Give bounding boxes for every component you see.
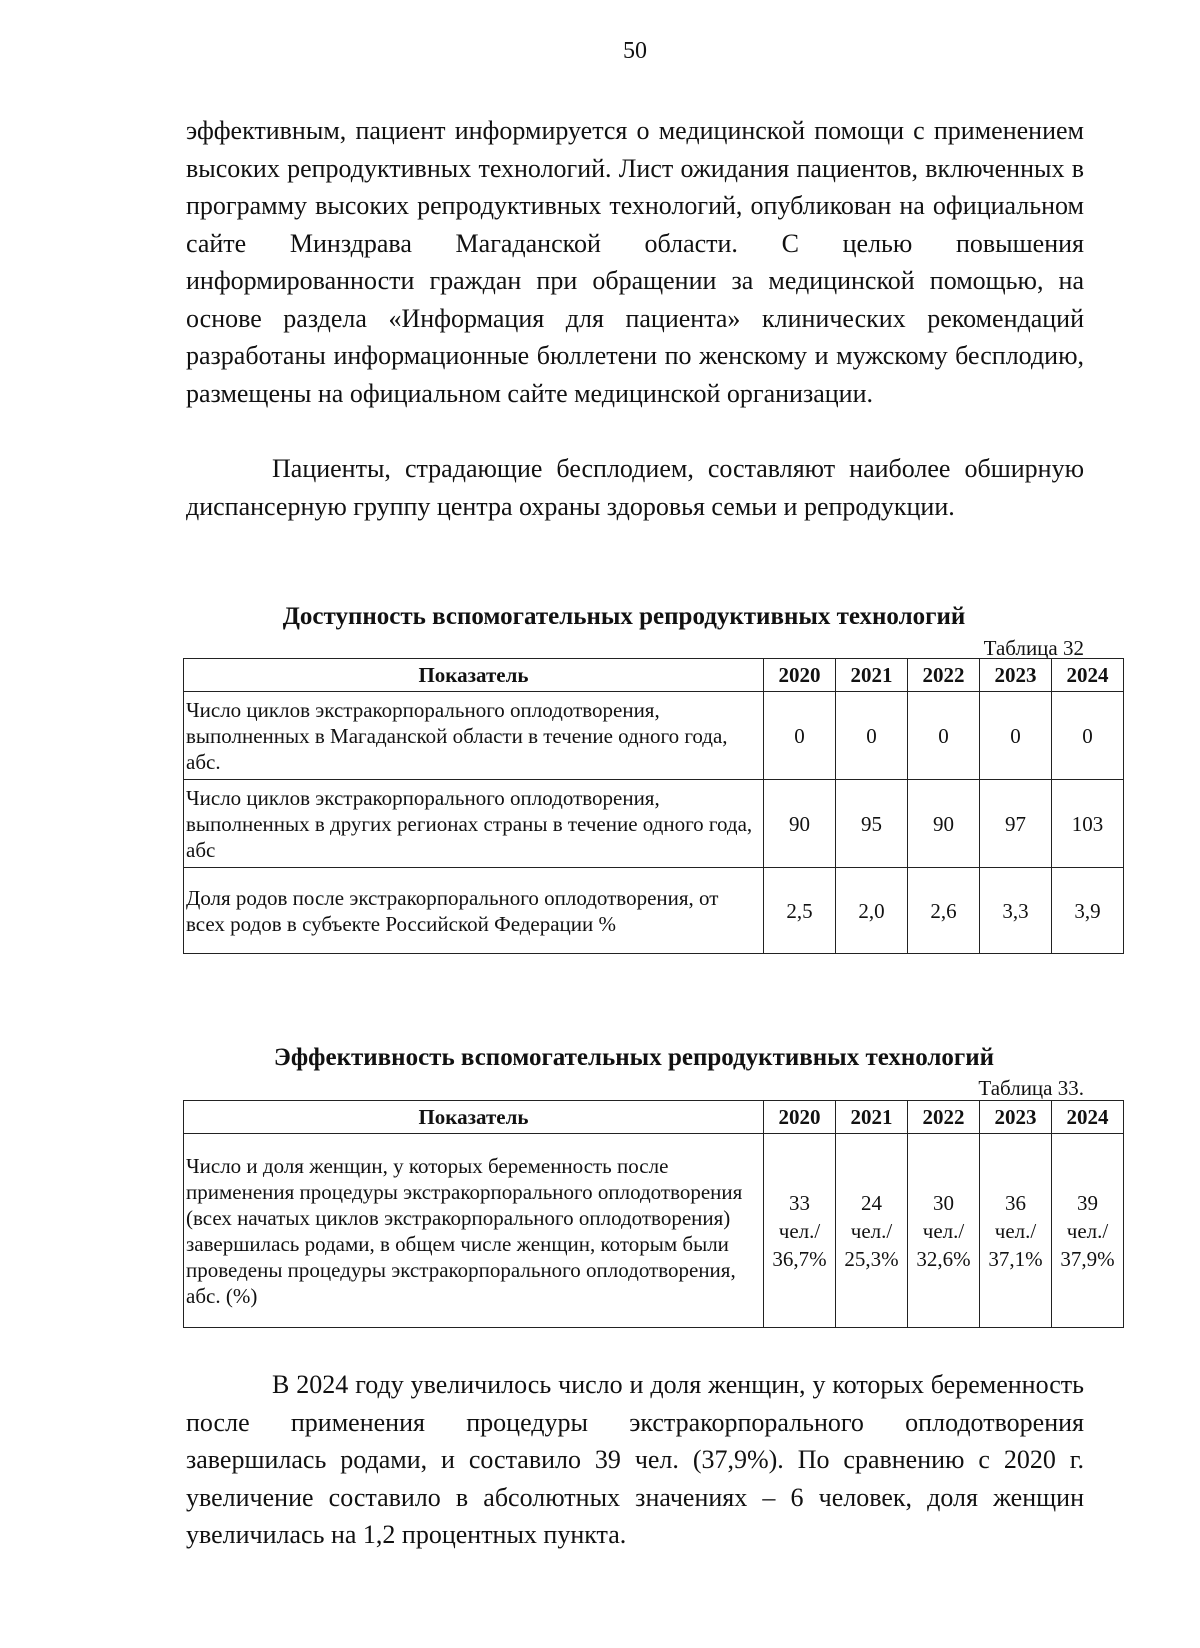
table33-count: 30 — [933, 1190, 954, 1215]
table33-label: Таблица 33. — [978, 1076, 1084, 1100]
table32-header-year: 2023 — [980, 659, 1052, 692]
table32-value: 0 — [908, 692, 980, 780]
table33-header-year: 2020 — [764, 1101, 836, 1134]
table32-value: 3,3 — [980, 868, 1052, 954]
paragraph-patients: Пациенты, страдающие бесплодием, составляют наиболее обширную диспансерную группу центра охраны здоровья семьи и репродукции. — [186, 454, 1084, 521]
table-row — [184, 692, 1124, 780]
table33-value — [908, 1134, 980, 1328]
page-number: 50 — [623, 38, 647, 64]
table32-value: 0 — [764, 692, 836, 780]
table32-header-year: 2020 — [764, 659, 836, 692]
table32-value: 97 — [980, 780, 1052, 868]
table33-unit: чел./ — [850, 1218, 893, 1243]
table33-unit: чел./ — [1066, 1218, 1109, 1243]
table32-value: 2,5 — [764, 868, 836, 954]
table32-value: 95 — [836, 780, 908, 868]
table33-unit: чел./ — [922, 1218, 965, 1243]
table32-value: 0 — [836, 692, 908, 780]
table33-title: Эффективность вспомогательных репродуктивных технологий — [273, 1044, 995, 1071]
table33-header-year: 2022 — [908, 1101, 980, 1134]
table33-count: 39 — [1077, 1190, 1098, 1215]
table-row — [184, 868, 1124, 954]
table32-value: 2,6 — [908, 868, 980, 954]
table32-header-row — [184, 659, 1124, 692]
table33-percent: 25,3% — [844, 1246, 899, 1271]
table33-indicator: Число и доля женщин, у которых беременность после применения процедуры экстракорпорального оплодотворения (всех начатых циклов экстракорпорального оплодотворения) завершилась родами, в общем числе женщин, которым были проведены процедуры экстракорпорального оплодотворения, абс. (%) — [184, 1134, 764, 1328]
table33-percent: 32,6% — [916, 1246, 971, 1271]
table33-percent: 36,7% — [772, 1246, 827, 1271]
table32-value: 0 — [1052, 692, 1124, 780]
table33-unit: чел./ — [994, 1218, 1037, 1243]
table33-header-indicator: Показатель — [184, 1101, 764, 1134]
table33-header-row — [184, 1101, 1124, 1134]
table33-value — [1052, 1134, 1124, 1328]
table-row — [184, 780, 1124, 868]
table32-header-indicator: Показатель — [184, 659, 764, 692]
table32-value: 103 — [1052, 780, 1124, 868]
table32-value: 3,9 — [1052, 868, 1124, 954]
table33 — [183, 1100, 1124, 1328]
table32-value: 0 — [980, 692, 1052, 780]
table33-value — [836, 1134, 908, 1328]
table33-header-year: 2023 — [980, 1101, 1052, 1134]
table32-label: Таблица 32 — [983, 636, 1084, 660]
paragraph-conclusion: В 2024 году увеличилось число и доля женщин, у которых беременность после применения процедуры экстракорпорального оплодотворения завершилась родами, и составило 39 чел. (37,9%). По сравнению с 2020 г. увеличение составило в абсолютных значениях – 6 человек, доля женщин увеличилась на 1,2 процентных пункта. — [186, 1370, 1084, 1549]
table32-header-year: 2024 — [1052, 659, 1124, 692]
table32 — [183, 658, 1124, 954]
table32-indicator: Доля родов после экстракорпорального оплодотворения, от всех родов в субъекте Российской Федерации % — [184, 868, 764, 954]
table32-value: 90 — [764, 780, 836, 868]
table32-indicator: Число циклов экстракорпорального оплодотворения, выполненных в Магаданской области в течение одного года, абс. — [184, 692, 764, 780]
table32-value: 90 — [908, 780, 980, 868]
table33-header-year: 2024 — [1052, 1101, 1124, 1134]
paragraph-intro: эффективным, пациент информируется о медицинской помощи с применением высоких репродуктивных технологий. Лист ожидания пациентов, включенных в программу высоких репродуктивных технологий, опубликован на официальном сайте Минздрава Магаданской области. С целью повышения информированности граждан при обращении за медицинской помощью, на основе раздела «Информация для пациента» клинических рекомендаций разработаны информационные бюллетени по женскому и мужскому бесплодию, размещены на официальном сайте медицинской организации. — [186, 116, 1084, 408]
table33-count: 24 — [861, 1190, 882, 1215]
table33-percent: 37,9% — [1060, 1246, 1115, 1271]
table32-indicator: Число циклов экстракорпорального оплодотворения, выполненных в других регионах страны в течение одного года, абс — [184, 780, 764, 868]
table32-header-year: 2021 — [836, 659, 908, 692]
table33-value — [764, 1134, 836, 1328]
table33-percent: 37,1% — [988, 1246, 1043, 1271]
table33-count: 33 — [789, 1190, 810, 1215]
table33-count: 36 — [1005, 1190, 1026, 1215]
table-row — [184, 1134, 1124, 1328]
table33-header-year: 2021 — [836, 1101, 908, 1134]
table32-title: Доступность вспомогательных репродуктивных технологий — [282, 603, 966, 630]
table33-unit: чел./ — [778, 1218, 821, 1243]
table32-header-year: 2022 — [908, 659, 980, 692]
table33-value — [980, 1134, 1052, 1328]
table32-value: 2,0 — [836, 868, 908, 954]
